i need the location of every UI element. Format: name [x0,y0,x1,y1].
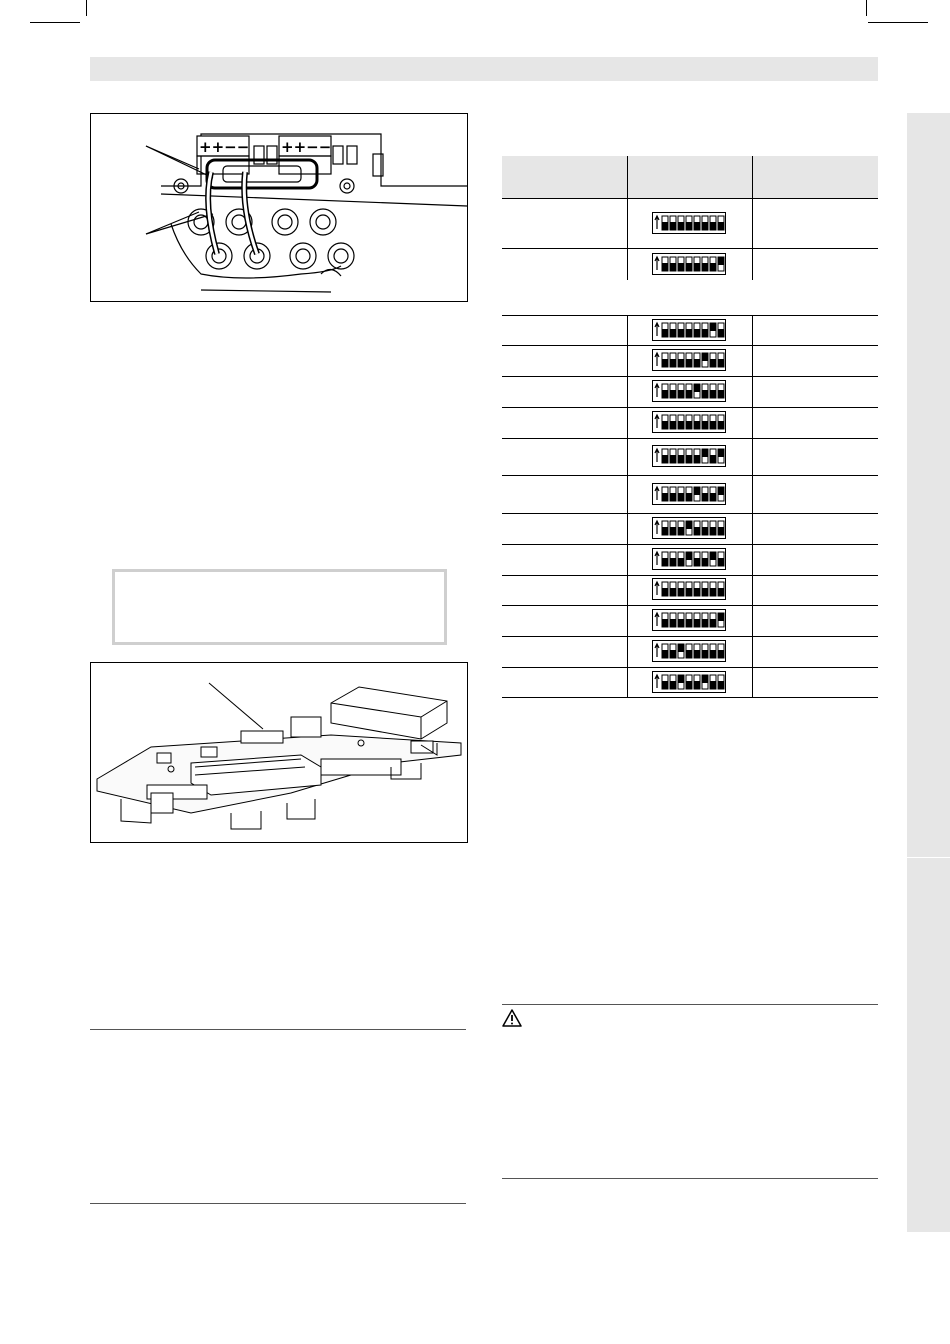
dip-switch [652,548,726,570]
warning-triangle-icon [502,1009,522,1027]
left-rule-bottom [90,1203,466,1204]
table-col-line [752,198,753,280]
table-row-line [502,605,878,606]
table-header [502,156,878,198]
dip-switch [652,671,726,693]
table-row-line [502,513,878,514]
table-row-line [502,198,878,199]
side-tab-divider [907,857,950,858]
dip-switch [652,483,726,505]
table-row-line [502,544,878,545]
header-bar [90,57,878,81]
circuit-board-drawing [91,663,467,842]
dip-switch [652,445,726,467]
table-row-line [502,248,878,249]
table-row-line [502,376,878,377]
table-row-line [502,636,878,637]
table-col-line [752,315,753,697]
crop-mark-top-left-v [86,0,87,16]
table-row-line [502,345,878,346]
cable-connection-drawing [91,114,467,301]
circuit-board-figure [90,662,468,843]
left-rule-top [90,1029,466,1030]
table-row-line [502,667,878,668]
table-row-line [502,475,878,476]
table-header-sep-2 [752,156,753,198]
dip-switch [652,349,726,371]
dip-switch [652,212,726,234]
svg-text:++−−: ++−− [199,138,250,156]
table-row-line [502,315,878,316]
dip-switch [652,319,726,341]
table-row-line [502,575,878,576]
dip-switch [652,609,726,631]
svg-text:++−−: ++−− [281,138,332,156]
dip-switch [652,640,726,662]
dip-switch [652,253,726,275]
dip-switch [652,517,726,539]
right-rule-top [502,1004,878,1005]
table-row-line [502,438,878,439]
dip-switch [652,411,726,433]
table-row-line [502,407,878,408]
note-box [112,569,447,645]
cable-connection-figure [90,113,468,302]
right-rule-bottom [502,1178,878,1179]
table-col-line [627,315,628,697]
crop-mark-top-right-h [868,22,928,23]
table-header-sep-1 [627,156,628,198]
dip-switch [652,380,726,402]
table-row-line [502,697,878,698]
crop-mark-top-left-h [30,22,80,23]
table-col-line [627,198,628,280]
side-tab [907,113,950,1232]
dip-switch [652,578,726,600]
crop-mark-top-right-v [866,0,867,16]
